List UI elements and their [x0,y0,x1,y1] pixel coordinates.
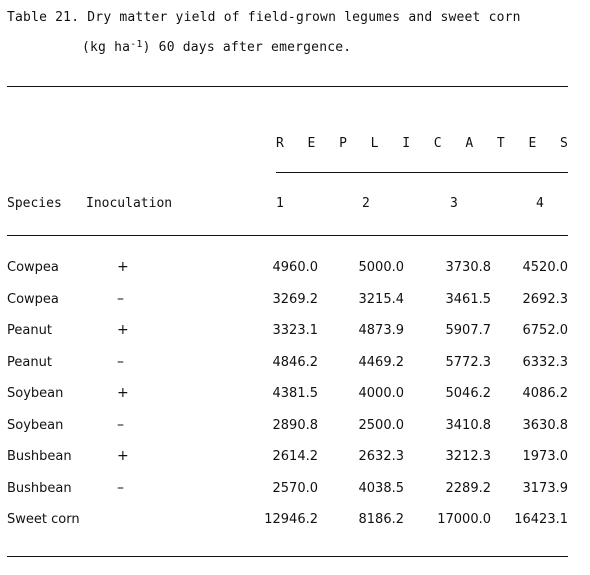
inoculation-cell: + [117,322,129,338]
species-cell: Cowpea [7,260,59,275]
table-caption-line1: Table 21. Dry matter yield of field-grown legumes and sweet corn [7,10,521,25]
replicate-1-value: 2890.8 [272,417,318,433]
replicate-2-value: 4469.2 [358,354,404,370]
replicate-3-value: 5907.7 [445,323,491,338]
replicates-letter: T [496,136,505,151]
replicate-1-value: 2570.0 [272,480,318,496]
species-cell: Peanut [7,354,52,370]
replicate-1-value: 12946.2 [264,512,318,527]
replicates-letter: A [465,136,474,151]
replicates-rule [276,172,568,173]
replicate-4-value: 4520.0 [522,260,568,275]
replicates-letter: R [276,136,284,151]
top-rule [7,86,568,87]
replicate-3-value: 5046.2 [445,386,491,401]
replicates-letter: L [370,136,379,151]
replicate-1-value: 2614.2 [272,449,318,464]
replicates-letter: I [402,136,411,151]
replicate-1-value: 3323.1 [272,323,318,338]
replicates-letter: E [528,136,537,151]
replicates-letter: P [339,136,347,151]
replicate-3-value: 3212.3 [445,449,491,464]
column-header-rep1: 1 [276,196,284,211]
replicate-2-value: 4000.0 [358,386,404,401]
column-header-rep2: 2 [362,196,370,211]
table-caption-line2 [82,40,351,55]
inoculation-cell: + [117,448,129,464]
replicates-letter: E [307,136,316,151]
replicate-3-value: 3461.5 [445,291,491,307]
caption-units-prefix: (kg ha [82,40,131,55]
column-header-inoculation: Inoculation [86,196,173,211]
caption-units-suffix: ) 60 days after emergence. [142,40,352,55]
replicate-3-value: 17000.0 [437,512,491,527]
species-cell: Bushbean [7,480,72,496]
species-cell: Soybean [7,417,64,433]
replicate-4-value: 6332.3 [522,354,568,370]
replicate-4-value: 3173.9 [522,480,568,496]
inoculation-cell: – [117,290,124,307]
inoculation-cell: + [117,259,129,275]
replicate-4-value: 16423.1 [514,512,568,527]
replicate-3-value: 2289.2 [445,480,491,496]
replicates-letter: C [433,136,442,151]
column-header-rep4: 4 [536,196,544,211]
replicates-group-header [276,136,568,154]
replicate-1-value: 4381.5 [272,386,318,401]
replicate-2-value: 8186.2 [358,512,404,527]
inoculation-cell: – [117,416,124,433]
replicate-4-value: 1973.0 [522,449,568,464]
replicates-letter: S [560,136,568,151]
species-cell: Bushbean [7,449,72,464]
replicate-4-value: 2692.3 [522,291,568,307]
column-header-species: Species [7,196,62,211]
replicate-4-value: 6752.0 [522,323,568,338]
inoculation-cell: + [117,385,129,401]
replicate-1-value: 4960.0 [272,260,318,275]
replicate-4-value: 3630.8 [522,417,568,433]
bottom-rule [7,556,568,557]
species-cell: Peanut [7,323,52,338]
replicate-3-value: 5772.3 [445,354,491,370]
species-cell: Cowpea [7,291,59,307]
replicate-2-value: 3215.4 [358,291,404,307]
replicate-2-value: 2500.0 [358,417,404,433]
replicate-3-value: 3410.8 [445,417,491,433]
replicate-3-value: 3730.8 [445,260,491,275]
column-header-rep3: 3 [450,196,458,211]
caption-units-exponent: -1 [130,39,143,50]
replicate-1-value: 4846.2 [272,354,318,370]
replicate-1-value: 3269.2 [272,291,318,307]
header-rule [7,235,568,236]
species-cell: Soybean [7,386,64,401]
replicate-2-value: 5000.0 [358,260,404,275]
inoculation-cell: – [117,353,124,370]
replicate-2-value: 4038.5 [358,480,404,496]
species-cell: Sweet corn [7,512,80,527]
replicate-4-value: 4086.2 [522,386,568,401]
replicate-2-value: 2632.3 [358,449,404,464]
inoculation-cell: – [117,479,124,496]
replicate-2-value: 4873.9 [358,323,404,338]
